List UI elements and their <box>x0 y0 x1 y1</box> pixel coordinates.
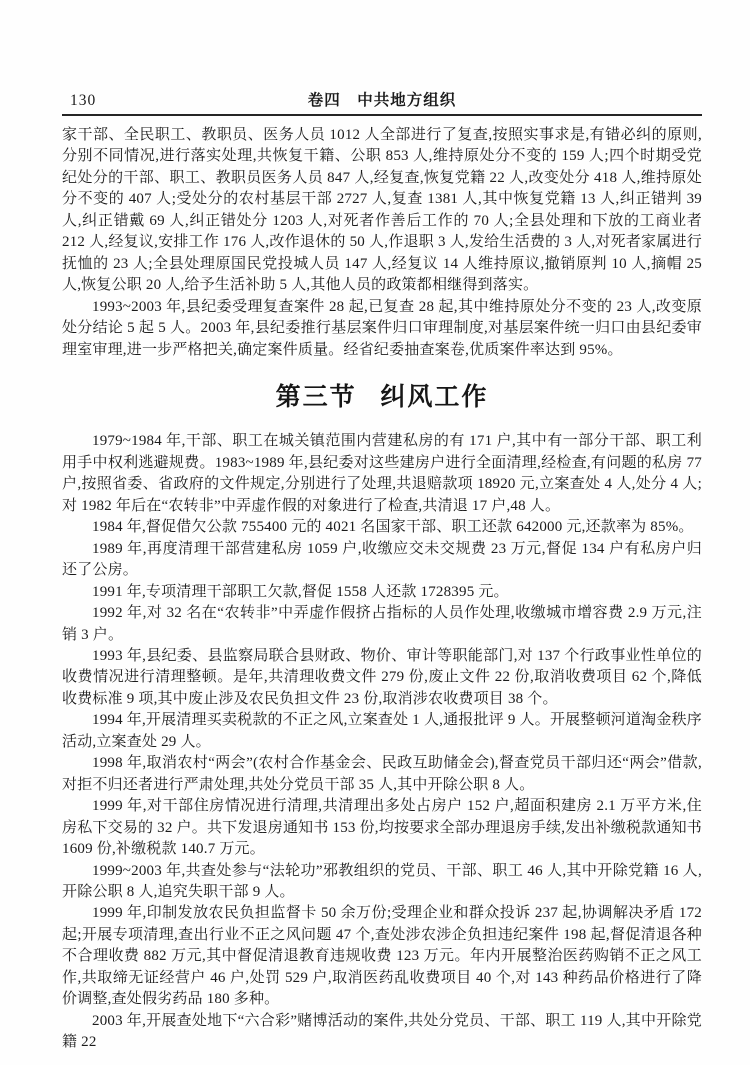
body-paragraph: 1991 年,专项清理干部职工欠款,督促 1558 人还款 1728395 元。 <box>92 583 509 600</box>
running-title: 卷四 中共地方组织 <box>307 92 457 109</box>
section-heading-label: 第三节 <box>275 382 357 411</box>
body-paragraph: 1998 年,取消农村“两会”(农村合作基金会、民政互助储金会),督查党员干部归还“两会”借款,对拒不归还者进行严肃处理,共处分党员干部 35 人,其中开除公职 8 人。 <box>62 755 702 793</box>
body-paragraph: 1984 年,督促借欠公款 755400 元的 4021 名国家干部、职工还款 642000 元,还款率为 85%。 <box>92 519 694 536</box>
body-paragraph: 家干部、全民职工、教职员、医务人员 1012 人全部进行了复查,按照实事求是,有错必纠的原则,分别不同情况,进行落实处理,共恢复干籍、公职 853 人,维持原处分不变的 159 人;四个时期受党纪处分的干部、职工、教职员医务人员 847 人,经复查,恢复党籍 22 人,改变处分 418 人,维持原处分不变的 407 人;受处分的农村基层干部 2727 人,复查 1381 人,其中恢复党籍 13 人,纠正错判 39 人,纠正错戴 69 人,纠正错处分 1203 人,对死者作善后工作的 70 人;全县处理和下放的工商业者 212 人,经复议,安排工作 176 人,改作退休的 50 人,作退职 3 人,发给生活费的 3 人,对死者家属进行抚恤的 23 人;全县处理原国民党投城人员 147 人,经复议 14 人维持原议,撤销原判 10 人,摘帽 25 人,恢复公职 20 人,给予生活补助 5 人,其他人员的政策都相继得到落实。 <box>62 127 702 294</box>
body-paragraph: 1993 年,县纪委、县监察局联合县财政、物价、审计等职能部门,对 137 个行政事业性单位的收费情况进行清理整顿。是年,共清理收费文件 279 份,废止文件 22 份,取消收费项目 62 个,降低收费标准 9 项,其中废止涉及农民负担文件 23 份,取消涉农收费项目 38 个。 <box>62 647 702 707</box>
page-number: 130 <box>70 92 97 109</box>
page-header <box>62 88 702 112</box>
body-paragraph: 1999~2003 年,共查处参与“法轮功”邪教组织的党员、干部、职工 46 人,其中开除党籍 16 人,开除公职 8 人,追究失职干部 9 人。 <box>62 862 702 900</box>
body-paragraph: 1993~2003 年,县纪委受理复查案件 28 起,已复查 28 起,其中维持原处分不变的 23 人,改变原处分结论 5 起 5 人。2003 年,县纪委推行基层案件归口审理制度,对基层案件统一归口由县纪委审理室审理,进一步严格把关,确定案件质量。经省纪委抽查案卷,优质案件率达到 95%。 <box>62 298 702 358</box>
body-paragraph: 1999 年,对干部住房情况进行清理,共清理出多处占房户 152 户,超面积建房 2.1 万平方米,住房私下交易的 32 户。共下发退房通知书 153 份,均按要求全部办理退房手续,发出补缴税款通知书 1609 份,补缴税款 140.7 万元。 <box>62 798 702 858</box>
section-heading <box>62 382 702 411</box>
section-heading-title: 纠风工作 <box>380 382 489 411</box>
body-paragraph: 1989 年,再度清理干部营建私房 1059 户,收缴应交未交规费 23 万元,督促 134 户有私房户归还了公房。 <box>62 540 702 579</box>
body-paragraph: 1992 年,对 32 名在“农转非”中弄虚作假挤占指标的人员作处理,收缴城市增容费 2.9 万元,注销 3 户。 <box>62 605 702 643</box>
body-paragraph: 1999 年,印制发放农民负担监督卡 50 余万份;受理企业和群众投诉 237 起,协调解决矛盾 172 起;开展专项清理,查出行业不正之风问题 47 个,查处涉农涉企负担违纪案件 198 起,督促清退各种不合理收费 882 万元,其中督促清退教育违规收费 123 万元。年内开展整治医药购销不正之风工作,共取缔无证经营户 46 户,处罚 529 户,取消医药乱收费项目 40 个,对 143 种药品价格进行了降价调整,查处假劣药品 180 多种。 <box>62 905 702 1008</box>
body-paragraph: 1979~1984 年,干部、职工在城关镇范围内营建私房的有 171 户,其中有一部分干部、职工利用手中权利逃避规费。1983~1989 年,县纪委对这些建房户进行全面清理,经检查,有问题的私房 77 户,按照省委、省政府的文件规定,分别进行了处理,共退赔款项 18920 元,立案查处 4 人,处分 4 人;对 1982 年后在“农转非”中弄虚作假的对象进行了检查,共清退 17 户,48 人。 <box>62 433 702 514</box>
body-paragraph: 1994 年,开展清理买卖税款的不正之风,立案查处 1 人,通报批评 9 人。开展整顿河道淘金秩序活动,立案查处 29 人。 <box>62 712 702 750</box>
body-paragraph: 2003 年,开展查处地下“六合彩”赌博活动的案件,共处分党员、干部、职工 119 人,其中开除党籍 22 <box>62 1012 702 1051</box>
page-body <box>62 125 702 1054</box>
header-rule <box>62 114 702 116</box>
